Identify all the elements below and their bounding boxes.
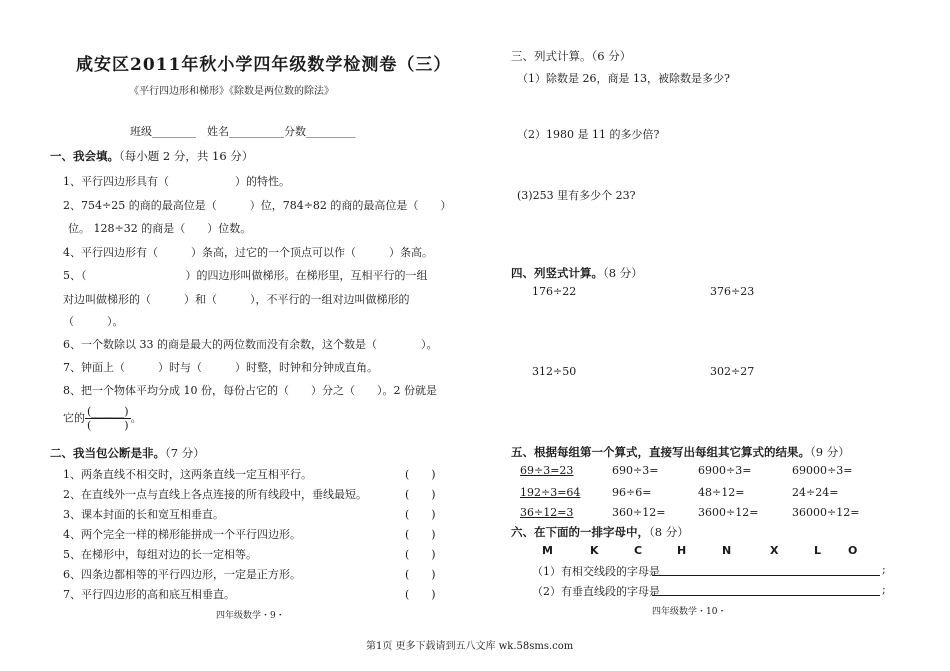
s1-line-5: 5、（ ）的四边形叫做梯形。在梯形里，互相平行的一组 [63, 269, 428, 282]
fraction-numerator: (______) [87, 405, 129, 418]
fraction-suffix: 。 [130, 411, 142, 425]
s5-r2-c4: 24÷24= [792, 486, 839, 499]
s1-line-1: 1、平行四边形具有（ ）的特性。 [63, 175, 290, 188]
section4-title: 四、列竖式计算。 [511, 266, 603, 280]
letter-x: X [770, 544, 779, 557]
fraction-blank [85, 405, 131, 432]
s1-line-2: 2、754÷25 的商的最高位是（ ）位，784÷82 的商的最高位是（ ） [63, 199, 452, 212]
s2-answer-5[interactable]: ( ) [405, 548, 436, 561]
bottom-note[interactable]: 第1页 更多下载请到五八文库 wk.58sms.com [366, 641, 574, 652]
s2-answer-6[interactable]: ( ) [405, 568, 436, 581]
section3-title: 三、列式计算。 [511, 49, 592, 63]
letter-c: C [634, 544, 643, 557]
section1-title: 一、我会填。 [50, 149, 119, 163]
section2-title: 二、我当包公断是非。 [50, 446, 165, 460]
section6-heading [511, 524, 689, 540]
s1-line-9: 7、钟面上（ ）时与（ ）时整，时钟和分钟成直角。 [63, 361, 378, 374]
s3-question-3: (3)253 里有多少个 23? [517, 189, 636, 202]
s1-line-10: 8、把一个物体平均分成 10 份，每份占它的（ ）分之（ ）。2 份就是 [63, 384, 437, 397]
fraction-denominator: ( ) [87, 419, 129, 432]
s6-question-1: （1）有相交线段的字母是 [532, 565, 660, 578]
s5-r3-c4: 36000÷12= [792, 506, 860, 519]
fraction-prefix: 它的 [63, 411, 85, 425]
s2-item-2: 2、在直线外一点与直线上各点连接的所有线段中，垂线最短。 [63, 488, 367, 501]
s2-answer-7[interactable]: ( ) [405, 588, 436, 601]
s6-end-mark-2: ; [882, 583, 886, 596]
s6-answer-line-2[interactable] [652, 595, 880, 596]
s2-item-1: 1、两条直线不相交时，这两条直线一定互相平行。 [63, 468, 312, 481]
s4-problem-3: 312÷50 [532, 365, 577, 378]
info-line: 班级________ 姓名__________分数_________ [130, 125, 356, 138]
s2-answer-4[interactable]: ( ) [405, 528, 436, 541]
section4-points: （8 分） [603, 266, 643, 280]
section2-heading [50, 445, 205, 461]
s2-item-5: 5、在梯形中，每组对边的长一定相等。 [63, 548, 257, 561]
s3-question-2: （2）1980 是 11 的多少倍? [517, 128, 660, 141]
section4-heading [511, 265, 643, 281]
s6-end-mark-1: ; [882, 563, 886, 576]
s5-r1-c4: 69000÷3= [792, 464, 853, 477]
s2-item-3: 3、课本封面的长和宽互相垂直。 [63, 508, 224, 521]
letter-k: K [590, 544, 599, 557]
s4-problem-4: 302÷27 [710, 365, 755, 378]
footer-right: 四年级数学・10・ [652, 607, 727, 617]
s3-question-1: （1）除数是 26，商是 13，被除数是多少? [517, 72, 730, 85]
s5-r2-c3: 48÷12= [698, 486, 745, 499]
section5-heading [511, 444, 850, 460]
section5-points: （9 分） [810, 445, 850, 459]
letter-l: L [814, 544, 822, 557]
s1-line-3: 位。 128÷32 的商是（ ）位数。 [68, 222, 252, 235]
s6-question-2: （2）有垂直线段的字母是 [532, 585, 660, 598]
s5-r3-c2: 360÷12= [612, 506, 666, 519]
section1-points: （每小题 2 分，共 16 分） [119, 149, 254, 163]
section6-title: 六、在下面的一排字母中， [511, 525, 649, 539]
s4-problem-2: 376÷23 [710, 285, 755, 298]
s5-r1-c2: 690÷3= [612, 464, 659, 477]
section5-title: 五、根据每组第一个算式，直接写出每组其它算式的结果。 [511, 445, 810, 459]
s5-r3-c1: 36÷12=3 [520, 506, 574, 519]
s1-line-8: 6、一个数除以 33 的商是最大的两位数而没有余数，这个数是（ ）。 [63, 338, 438, 351]
s2-item-7: 7、平行四边形的高和底互相垂直。 [63, 588, 235, 601]
s5-r1-c1: 69÷3=23 [520, 464, 574, 477]
s1-line-4: 4、平行四边形有（ ）条高，过它的一个顶点可以作（ ）条高。 [63, 246, 433, 259]
letter-m: M [542, 544, 553, 557]
s2-answer-1[interactable]: ( ) [405, 468, 436, 481]
letter-h: H [677, 544, 687, 557]
s6-answer-line-1[interactable] [652, 575, 880, 576]
section3-heading [511, 48, 631, 64]
s5-r2-c1: 192÷3=64 [520, 486, 581, 499]
letter-n: N [722, 544, 732, 557]
s5-r2-c2: 96÷6= [612, 486, 652, 499]
s5-r1-c3: 6900÷3= [698, 464, 752, 477]
section3-points: （6 分） [591, 49, 632, 63]
s1-line-6: 对边叫做梯形的（ ）和（ ），不平行的一组对边叫做梯形的 [63, 293, 410, 306]
footer-left: 四年级数学・9・ [216, 611, 285, 621]
s1-line-7: （ ）。 [63, 315, 124, 328]
s2-answer-3[interactable]: ( ) [405, 508, 436, 521]
s2-item-6: 6、四条边都相等的平行四边形，一定是正方形。 [63, 568, 301, 581]
s2-answer-2[interactable]: ( ) [405, 488, 436, 501]
page-title: 咸安区2011年秋小学四年级数学检测卷（三） [76, 55, 452, 75]
s4-problem-1: 176÷22 [532, 285, 577, 298]
section1-heading [50, 148, 253, 164]
s5-r3-c3: 3600÷12= [698, 506, 759, 519]
subtitle: 《平行四边形和梯形》《除数是两位数的除法》 [129, 86, 334, 97]
letter-o: O [848, 544, 858, 557]
s1-fraction-line [63, 405, 142, 432]
section6-points: （8 分） [649, 525, 689, 539]
section2-points: （7 分） [165, 446, 205, 460]
s2-item-4: 4、两个完全一样的梯形能拼成一个平行四边形。 [63, 528, 301, 541]
